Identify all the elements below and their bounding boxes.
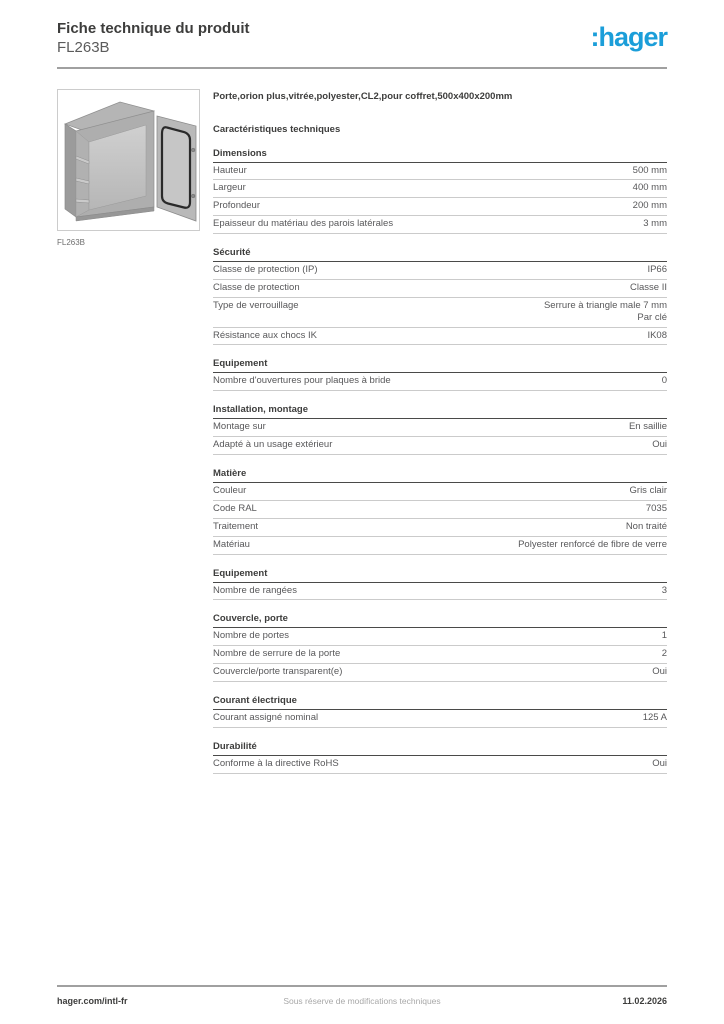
- spec-value: 7035: [645, 502, 667, 514]
- spec-row: [213, 437, 667, 455]
- spec-row: [213, 180, 667, 198]
- section-title: Courant électrique: [213, 695, 667, 710]
- tech-section: [213, 404, 667, 455]
- spec-row: [213, 664, 667, 682]
- spec-label: Nombre d'ouvertures pour plaques à bride: [213, 375, 391, 387]
- main-area: [57, 89, 667, 774]
- spec-row: [213, 710, 667, 728]
- section-title: Equipement: [213, 568, 667, 583]
- tech-section: [213, 358, 667, 391]
- spec-row: [213, 583, 667, 601]
- spec-value: 125 A: [642, 712, 667, 723]
- spec-label: Nombre de portes: [213, 630, 290, 642]
- header-titles: [57, 20, 250, 58]
- spec-label: Courant assigné nominal: [213, 712, 319, 723]
- spec-label: Résistance aux chocs IK: [213, 329, 318, 341]
- spec-row: [213, 198, 667, 216]
- spec-label: Montage sur: [213, 421, 266, 433]
- spec-label: Hauteur: [213, 164, 247, 176]
- section-title: Matière: [213, 468, 667, 483]
- spec-row: [213, 328, 667, 346]
- spec-value: Oui: [652, 666, 667, 678]
- spec-label: Couleur: [213, 485, 247, 496]
- spec-value: 400 mm: [632, 182, 667, 194]
- spec-row: [213, 537, 667, 555]
- spec-label: Nombre de serrure de la porte: [213, 648, 341, 660]
- document-title: Fiche technique du produit: [57, 20, 250, 37]
- section-title: Couvercle, porte: [213, 613, 667, 628]
- footer-website-link[interactable]: hager.com/intl-fr: [57, 996, 128, 1006]
- tech-section: [213, 613, 667, 682]
- tech-section: [213, 148, 667, 235]
- product-image: [57, 89, 200, 231]
- spec-row: [213, 373, 667, 391]
- spec-value: 3: [661, 584, 667, 596]
- spec-label: Code RAL: [213, 502, 257, 514]
- page-footer: [57, 985, 667, 1006]
- spec-row: [213, 163, 667, 181]
- door-window: [162, 127, 190, 208]
- footer-disclaimer: Sous réserve de modifications techniques: [283, 996, 441, 1006]
- spec-label: Profondeur: [213, 200, 261, 212]
- tech-section: [213, 468, 667, 555]
- spec-row: [213, 216, 667, 234]
- spec-value: Oui: [652, 757, 667, 769]
- section-title: Installation, montage: [213, 404, 667, 419]
- spec-label: Type de verrouillage: [213, 299, 299, 311]
- spec-row: [213, 646, 667, 664]
- spec-value: IP66: [647, 264, 667, 275]
- section-title: Durabilité: [213, 741, 667, 756]
- tech-section: [213, 568, 667, 601]
- tech-section: [213, 741, 667, 774]
- spec-label: Couvercle/porte transparent(e): [213, 666, 343, 678]
- spec-value: Classe II: [630, 281, 667, 293]
- spec-label: Traitement: [213, 520, 259, 532]
- spec-label: Conforme à la directive RoHS: [213, 757, 339, 769]
- spec-row: [213, 628, 667, 646]
- spec-value: 200 mm: [632, 200, 667, 212]
- spec-row: [213, 756, 667, 774]
- header-divider: [57, 67, 667, 69]
- product-reference: FL263B: [57, 38, 110, 56]
- spec-value: 0: [661, 375, 667, 387]
- characteristics-sections: [213, 148, 667, 774]
- section-title: Sécurité: [213, 247, 667, 262]
- spec-label: Adapté à un usage extérieur: [213, 439, 333, 451]
- product-image-caption: FL263B: [57, 237, 86, 247]
- spec-row: [213, 298, 667, 328]
- tech-section: [213, 247, 667, 345]
- product-title: Porte,orion plus,vitrée,polyester,CL2,pour coffret,500x400x200mm: [213, 90, 513, 102]
- spec-value: 3 mm: [643, 218, 667, 230]
- spec-row: [213, 419, 667, 437]
- spec-label: Matériau: [213, 538, 250, 550]
- characteristics-heading: Caractéristiques techniques: [213, 123, 341, 135]
- section-title: Dimensions: [213, 148, 667, 163]
- tech-section: [213, 695, 667, 728]
- spec-value: En saillie: [628, 421, 667, 433]
- hager-logo: :hager: [590, 22, 667, 52]
- spec-row: [213, 262, 667, 280]
- spec-label: Classe de protection (IP): [213, 264, 318, 275]
- spec-value: Serrure à triangle male 7 mm Par clé: [543, 299, 667, 323]
- spec-row: [213, 483, 667, 501]
- spec-value: 2: [661, 648, 667, 660]
- footer-date: 11.02.2026: [622, 996, 667, 1006]
- spec-value: Gris clair: [629, 485, 667, 496]
- specs-column: [213, 89, 667, 774]
- spec-value: Polyester renforcé de fibre de verre: [518, 538, 667, 550]
- spec-value: Non traité: [625, 520, 667, 532]
- footer-divider: [57, 985, 667, 987]
- spec-label: Epaisseur du matériau des parois latérales: [213, 218, 394, 230]
- spec-label: Classe de protection: [213, 281, 300, 293]
- spec-label: Nombre de rangées: [213, 584, 297, 596]
- section-title: Equipement: [213, 358, 667, 373]
- spec-value: 500 mm: [632, 164, 667, 176]
- spec-label: Largeur: [213, 182, 246, 194]
- spec-value: IK08: [647, 329, 667, 341]
- spec-value: Oui: [652, 439, 667, 451]
- spec-row: [213, 519, 667, 537]
- spec-row: [213, 501, 667, 519]
- spec-value: 1: [661, 630, 667, 642]
- spec-row: [213, 280, 667, 298]
- page-header: [57, 0, 667, 58]
- enclosure-illustration-svg: [58, 90, 199, 230]
- footer-row: [57, 996, 667, 1006]
- image-column: [57, 89, 200, 774]
